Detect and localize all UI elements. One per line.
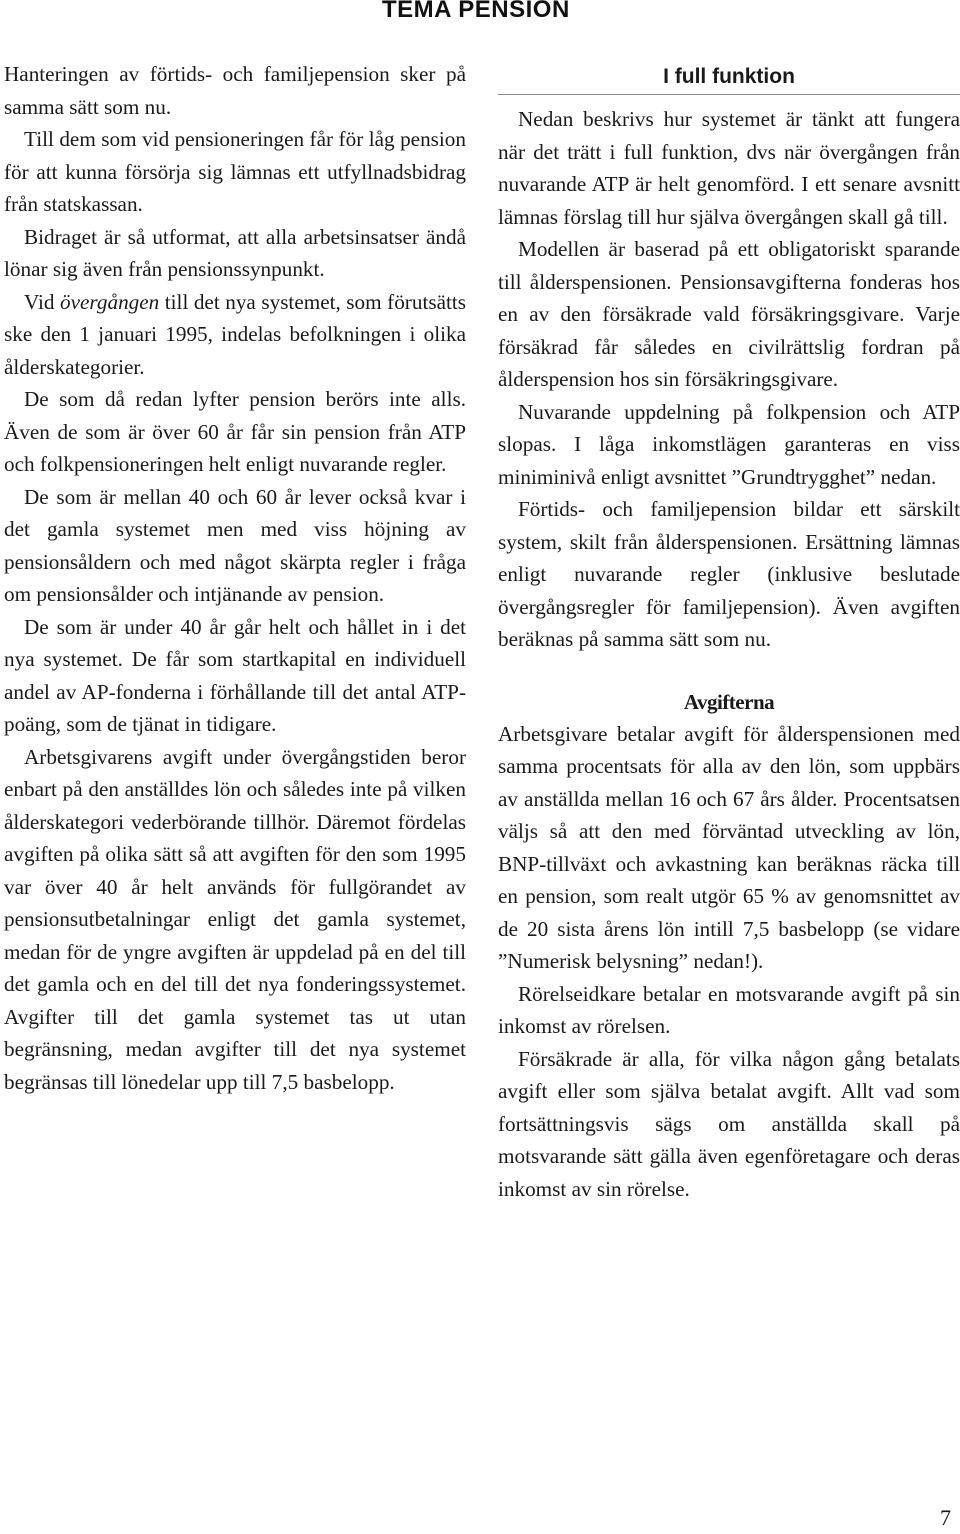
paragraph: Förtids- och familjepension bildar ett särskilt system, skilt från ålderspensionen. Ersättning lämnas enligt nuvarande regler (inklusive beslutade övergångsregler för familjepension). Även avgiften beräknas på samma sätt som nu. xyxy=(498,497,960,651)
page-header: TEMA PENSION xyxy=(382,0,570,23)
paragraph: Försäkrade är alla, för vilka någon gång betalats avgift eller som själva betalat avgift. Allt vad som fortsättningsvis sägs om anställda skall på motsvarande sätt gälla även egenföretagare och deras inkomst av sin rörelse. xyxy=(498,1046,960,1201)
paragraph: Bidraget är så utformat, att alla arbetsinsatser ändå lönar sig även från pensionssynpunkt. xyxy=(4,224,466,281)
paragraph: De som är mellan 40 och 60 år lever också kvar i det gamla systemet men med viss höjning av pensionsåldern och med något skärpta regler i fråga om pensionsålder och intjänande av pension. xyxy=(4,484,466,606)
text-span: till det nya systemet, som förutsätts ske den 1 januari 1995, indelas befolkningen i olika ålderskategorier. xyxy=(4,289,466,379)
paragraph: Hanteringen av förtids- och familjepension sker på samma sätt som nu. xyxy=(4,62,466,119)
paragraph: Nuvarande uppdelning på folkpension och ATP slopas. I låga inkomstlägen garanteras en viss miniminivå enligt avsnittet ”Grundtrygghet” nedan. xyxy=(498,399,960,489)
paragraph: Till dem som vid pensioneringen får för låg pension för att kunna försörja sig lämnas ett utfyllnadsbidrag från statskassan. xyxy=(4,127,466,216)
left-column xyxy=(4,58,466,1098)
paragraph: Arbetsgivare betalar avgift för ålderspensionen med samma procentsats för alla av den lön, som uppbärs av anställda mellan 16 och 67 års ålder. Procentsatsen väljs så att den med förväntad utveckling av lön, BNP-tillväxt och avkastning kan beräknas räcka till en pension, som realt utgör 65 % av genomsnittet av de 20 sista årens lön intill 7,5 basbelopp (se vidare ”Numerisk belysning” nedan!). xyxy=(498,721,960,973)
paragraph: Modellen är baserad på ett obligatoriskt sparande till ålderspensionen. Pensionsavgifterna fonderas hos en av den försäkrade vald försäkringsgivare. Varje försäkrad får således en civilrättslig fordran på ålderspension hos sin försäkringsgivare. xyxy=(498,237,960,391)
page-number: 7 xyxy=(940,1505,951,1530)
paragraph: Arbetsgivarens avgift under övergångstiden beror enbart på den anställdes lön och således inte på vilken ålderskategori vederbörande tillhör. Däremot fördelas avgiften på olika sätt så att avgiften för den som 1995 var över 40 år helt används för fullgörandet av pensionsutbetalningar enligt det gamla systemet, medan för de yngre avgiften är uppdelad på en del till det gamla och en del till det nya fonderingssystemet. Avgifter till det gamla systemet tas ut utan begränsning, medan avgifter till det nya systemet begränsas till lönedelar upp till 7,5 basbelopp. xyxy=(4,744,466,1094)
paragraph: De som är under 40 år går helt och hållet in i det nya systemet. De får som startkapital en individuell andel av AP-fonderna i förhållande till det antal ATP-poäng, som de tjänat in tidigare. xyxy=(4,614,466,736)
paragraph: Rörelseidkare betalar en motsvarande avgift på sin inkomst av rörelsen. xyxy=(498,981,960,1038)
paragraph-italic-term xyxy=(4,286,466,384)
italic-term: övergången xyxy=(60,289,160,314)
paragraph: De som då redan lyfter pension berörs inte alls. Även de som är över 60 år får sin pension från ATP och folkpensioneringen helt enligt nuvarande regler. xyxy=(4,387,466,476)
paragraph: Nedan beskrivs hur systemet är tänkt att fungera när det trätt i full funktion, dvs när övergången från nuvarande ATP är helt genomförd. I ett senare avsnitt lämnas förslag till hur själva övergången skall gå till. xyxy=(498,107,960,229)
section-title: I full funktion xyxy=(498,58,960,95)
subheading: Avgifterna xyxy=(683,689,775,714)
right-column xyxy=(498,58,960,1205)
text-span: Vid xyxy=(24,289,61,314)
